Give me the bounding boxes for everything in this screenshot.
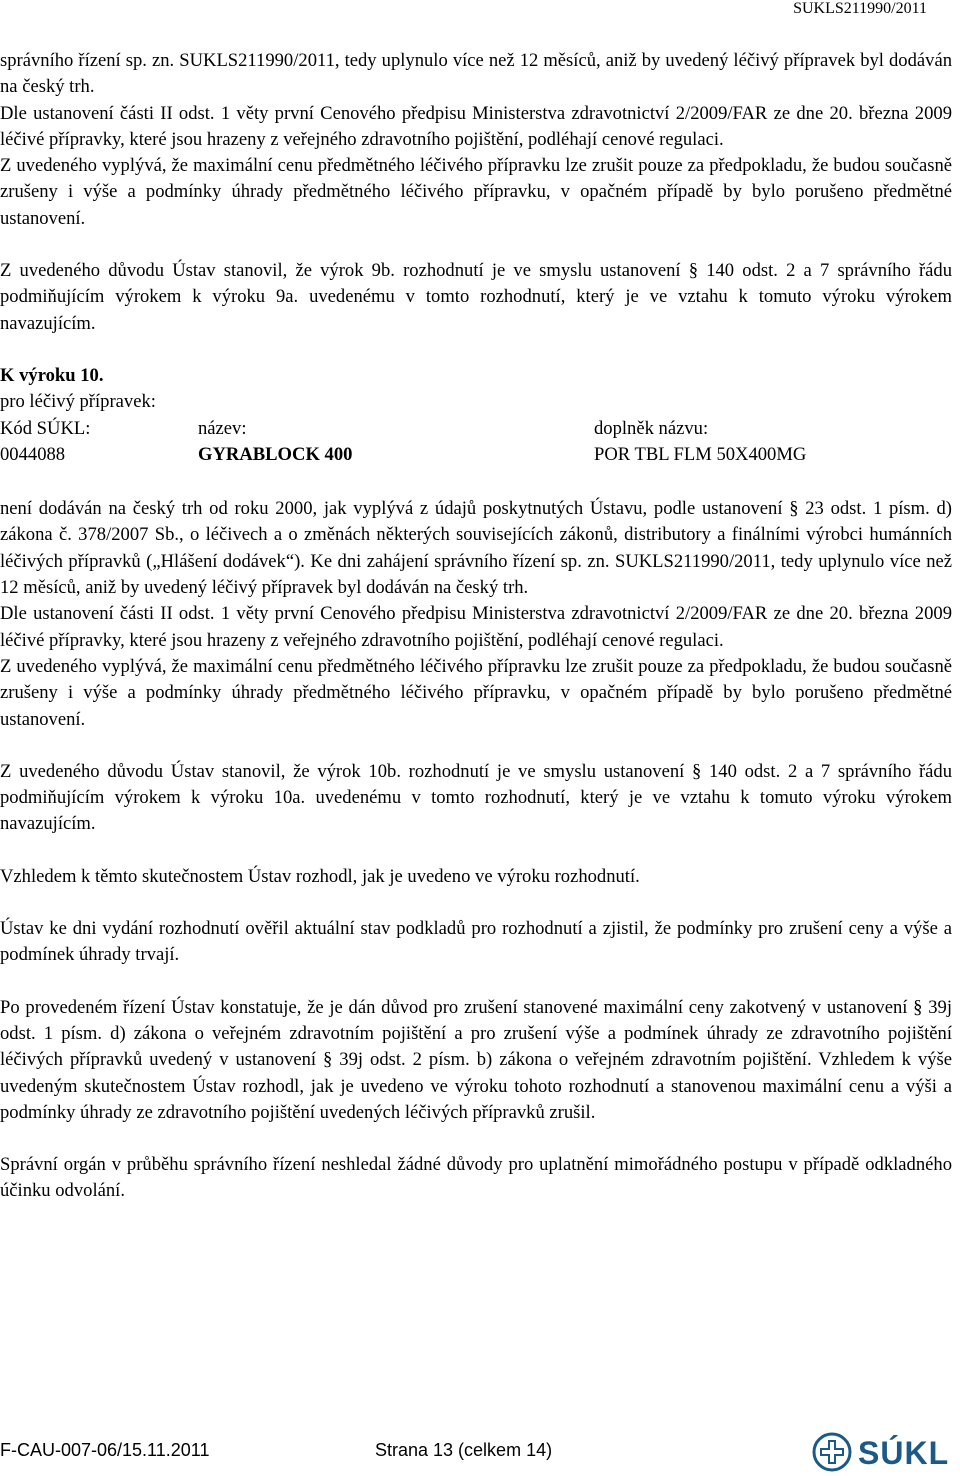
document-reference: SUKLS211990/2011 (793, 0, 927, 17)
sukl-logo-mark-icon (812, 1432, 852, 1472)
paragraph: Z uvedeného vyplývá, že maximální cenu předmětného léčivého přípravku lze zrušit pouze za předpokladu, že budou současně zrušeny i výše a podmínky úhrady předmětného léčivého přípravku, v opačném případě by bylo porušeno předmětné ustanovení. (0, 655, 952, 730)
sukl-logo (812, 1432, 960, 1472)
paragraph: Z uvedeného vyplývá, že maximální cenu předmětného léčivého přípravku lze zrušit pouze za předpokladu, že budou současně zrušeny i výše a podmínky úhrady předmětného léčivého přípravku, v opačném případě by bylo porušeno předmětné ustanovení. (0, 155, 952, 229)
product-table-row (0, 442, 952, 468)
paragraph: Dle ustanovení části II odst. 1 věty první Cenového předpisu Ministerstva zdravotnictví 2/2009/FAR ze dne 20. března 2009 léčivé přípravky, které jsou hrazeny z veřejného zdravotního pojištění, podléhají cenové regulaci. (0, 603, 952, 651)
product-code: 0044088 (0, 443, 66, 465)
paragraph: Dle ustanovení části II odst. 1 věty první Cenového předpisu Ministerstva zdravotnictví 2/2009/FAR ze dne 20. března 2009 léčivé přípravky, které jsou hrazeny z veřejného zdravotního pojištění, podléhají cenové regulaci. (0, 102, 952, 150)
product-supplement: POR TBL FLM 50X400MG (594, 443, 807, 465)
paragraph: Po provedeném řízení Ústav konstatuje, že je dán důvod pro zrušení stanovené maximální ceny zakotvený v ustanovení § 39j odst. 1 písm. d) zákona o veřejném zdravotním pojištění a pro zrušení výše a podmínek úhrady ze zdravotního pojištění léčivých přípravků uvedený v ustanovení § 39j odst. 2 písm. b) zákona o veřejném zdravotním pojištění. Vzhledem k výše uvedeným skutečnostem Ústav rozhodl, jak je uvedeno ve výroku tohoto rozhodnutí a stanovenou maximální cenu a výši a podmínky úhrady ze zdravotního pojištění uvedených léčivých přípravků zrušil. (0, 996, 952, 1123)
section-heading: K výroku 10. (0, 364, 104, 386)
paragraph: Správní orgán v průběhu správního řízení neshledal žádné důvody pro uplatnění mimořádného postupu v případě odkladného účinku odvolání. (0, 1154, 952, 1202)
paragraph: není dodáván na český trh od roku 2000, jak vyplývá z údajů poskytnutých Ústavu, podle ustanovení § 23 odst. 1 písm. d) zákona č. 378/2007 Sb., o léčivech a o změnách některých souvisejících zákonů, distributory a finálními výrobci humánních léčivých přípravků („Hlášení dodávek“). Ke dni zahájení správního řízení sp. zn. SUKLS211990/2011, tedy uplynulo více než 12 měsíců, aniž by uvedený léčivý přípravek byl dodáván na český trh. (0, 498, 952, 599)
form-code: F-CAU-007-06/15.11.2011 (0, 1440, 210, 1460)
column-header-supplement: doplněk názvu: (594, 417, 709, 439)
paragraph: Z uvedeného důvodu Ústav stanovil, že výrok 10b. rozhodnutí je ve smyslu ustanovení § 140 odst. 2 a 7 správního řádu podmiňujícím výrokem k výroku 10a. uvedenému v tomto rozhodnutí, který je ve vztahu k tomuto výroku výrokem navazujícím. (0, 760, 952, 835)
paragraph: správního řízení sp. zn. SUKLS211990/2011, tedy uplynulo více než 12 měsíců, aniž by uvedený léčivý přípravek byl dodáván na český trh. (0, 50, 952, 98)
product-name: GYRABLOCK 400 (198, 443, 353, 465)
column-header-code: Kód SÚKL: (0, 417, 91, 439)
section-intro: pro léčivý přípravek: (0, 391, 156, 413)
paragraph: Z uvedeného důvodu Ústav stanovil, že výrok 9b. rozhodnutí je ve smyslu ustanovení § 140 odst. 2 a 7 správního řádu podmiňujícím výrokem k výroku 9a. uvedenému v tomto rozhodnutí, který je ve vztahu k tomuto výroku výrokem navazujícím. (0, 260, 952, 334)
product-table-header (0, 416, 952, 442)
page-number: Strana 13 (celkem 14) (375, 1440, 553, 1460)
paragraph: Vzhledem k těmto skutečnostem Ústav rozhodl, jak je uvedeno ve výroku rozhodnutí. (0, 865, 640, 887)
paragraph: Ústav ke dni vydání rozhodnutí ověřil aktuální stav podkladů pro rozhodnutí a zjistil, že podmínky pro zrušení ceny a výše a podmínek úhrady trvají. (0, 918, 952, 966)
document-body (0, 48, 952, 1205)
page-footer (0, 1430, 960, 1476)
sukl-logo-text: SÚKL (858, 1435, 950, 1471)
column-header-name: název: (198, 417, 247, 439)
